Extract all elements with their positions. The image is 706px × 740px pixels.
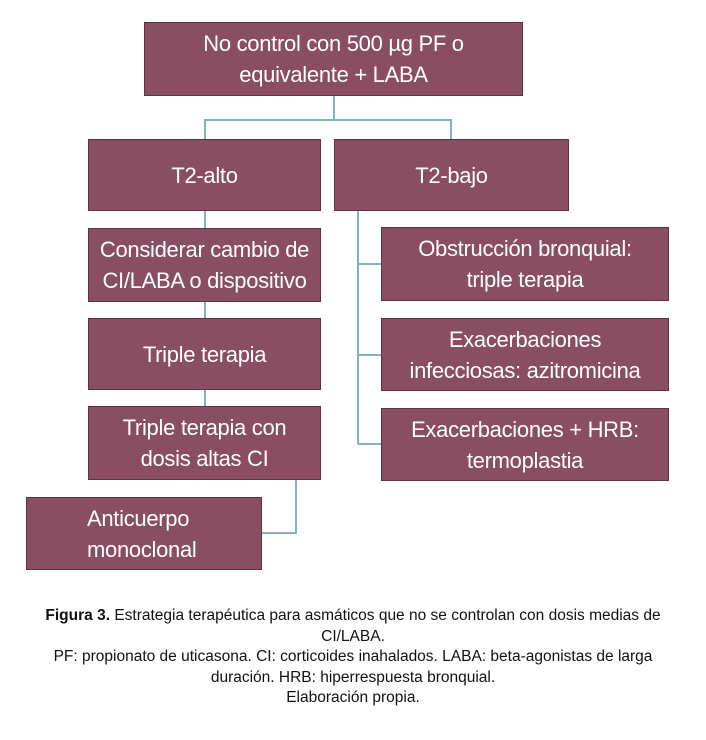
option-hrb-box xyxy=(381,408,669,481)
step-triple-high-ci-box xyxy=(88,406,321,480)
caption-title: Figura 3. xyxy=(45,607,111,624)
option-obstruction-box xyxy=(381,227,669,301)
figure-caption xyxy=(20,606,686,709)
option-infectious-box xyxy=(381,318,669,391)
step-triple-therapy-label: Triple terapia xyxy=(142,341,267,367)
root-box xyxy=(144,22,523,96)
step-monoclonal-label: Anticuerpo monoclonal xyxy=(87,505,197,562)
t2-alto-label: T2-alto xyxy=(171,162,238,188)
step-change-device-box xyxy=(88,228,321,302)
caption-line-3: Elaboración propia. xyxy=(286,689,420,706)
root-label: No control con 500 µg PF o equivalente + LABA xyxy=(203,31,464,87)
step-change-device-label: Considerar cambio de CI/LABA o dispositivo xyxy=(99,237,310,293)
step-monoclonal-box xyxy=(26,497,262,570)
step-triple-therapy-box xyxy=(88,318,321,390)
caption-line-1 xyxy=(20,606,686,647)
t2-alto-box xyxy=(88,139,321,211)
t2-bajo-box xyxy=(334,139,569,211)
option-infectious-label: Exacerbaciones infecciosas: azitromicina xyxy=(409,326,641,383)
connector-root-split xyxy=(205,96,451,139)
caption-line-2: PF: propionato de uticasona. CI: corticoides inahalados. LABA: beta-agonistas de larga duración. HRB: hiperrespuesta bronquial. xyxy=(53,648,653,686)
t2-bajo-label: T2-bajo xyxy=(415,162,488,188)
option-obstruction-label: Obstrucción bronquial: triple terapia xyxy=(418,236,632,292)
connector-alto-4 xyxy=(262,480,296,533)
caption-text: Estrategia terapéutica para asmáticos que no se controlan con dosis medias de CI/LABA. xyxy=(110,607,661,645)
option-hrb-label: Exacerbaciones + HRB: termoplastia xyxy=(411,416,639,473)
step-triple-high-ci-label: Triple terapia con dosis altas CI xyxy=(122,415,287,471)
